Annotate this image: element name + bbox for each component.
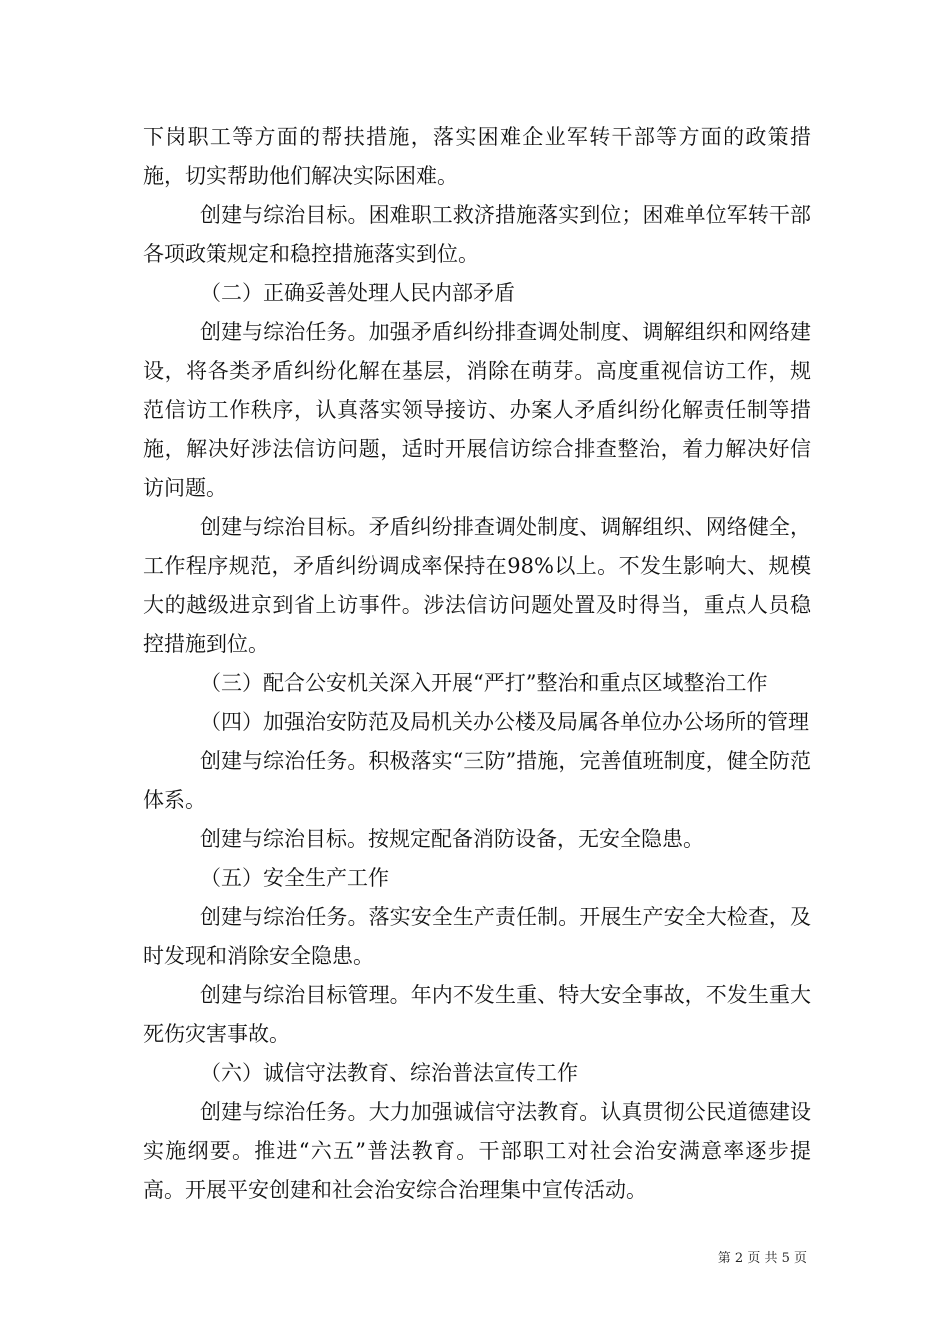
paragraph-continuation: 下岗职工等方面的帮扶措施，落实困难企业军转干部等方面的政策措施，切实帮助他们解决实际困难。: [143, 125, 811, 188]
section-heading-3: （三）配合公安机关深入开展“严打”整治和重点区域整治工作: [200, 671, 768, 695]
paragraph-goal-2: 创建与综治目标。矛盾纠纷排查调处制度、调解组织、网络健全，工作程序规范，矛盾纠纷调成率保持在98%以上。不发生影响大、规模大的越级进京到省上访事件。涉法信访问题处置及时得当，重点人员稳控措施到位。: [143, 515, 811, 656]
section-heading-6: （六）诚信守法教育、综治普法宣传工作: [200, 1061, 578, 1085]
section-heading-2: （二）正确妥善处理人民内部矛盾: [200, 281, 515, 305]
paragraph-task-5: 创建与综治任务。落实安全生产责任制。开展生产安全大检查，及时发现和消除安全隐患。: [143, 905, 811, 968]
paragraph-task-6: 创建与综治任务。大力加强诚信守法教育。认真贯彻公民道德建设实施纲要。推进“六五”普法教育。干部职工对社会治安满意率逐步提高。开展平安创建和社会治安综合治理集中宣传活动。: [143, 1100, 811, 1202]
document-body: [143, 118, 811, 1210]
section-heading-5: （五）安全生产工作: [200, 866, 389, 890]
paragraph-goal-5: 创建与综治目标管理。年内不发生重、特大安全事故，不发生重大死伤灾害事故。: [143, 983, 811, 1046]
page-number-footer: 第 2 页 共 5 页: [717, 1251, 807, 1266]
paragraph-task-2: 创建与综治任务。加强矛盾纠纷排查调处制度、调解组织和网络建设，将各类矛盾纠纷化解在基层，消除在萌芽。高度重视信访工作，规范信访工作秩序，认真落实领导接访、办案人矛盾纠纷化解责任制等措施，解决好涉法信访问题，适时开展信访综合排查整治，着力解决好信访问题。: [143, 320, 811, 500]
paragraph-task-4: 创建与综治任务。积极落实“三防”措施，完善值班制度，健全防范体系。: [143, 749, 811, 812]
paragraph-goal-4: 创建与综治目标。按规定配备消防设备，无安全隐患。: [200, 827, 704, 851]
section-heading-4: （四）加强治安防范及局机关办公楼及局属各单位办公场所的管理: [200, 710, 809, 734]
paragraph-goal-1: 创建与综治目标。困难职工救济措施落实到位；困难单位军转干部各项政策规定和稳控措施落实到位。: [143, 203, 811, 266]
